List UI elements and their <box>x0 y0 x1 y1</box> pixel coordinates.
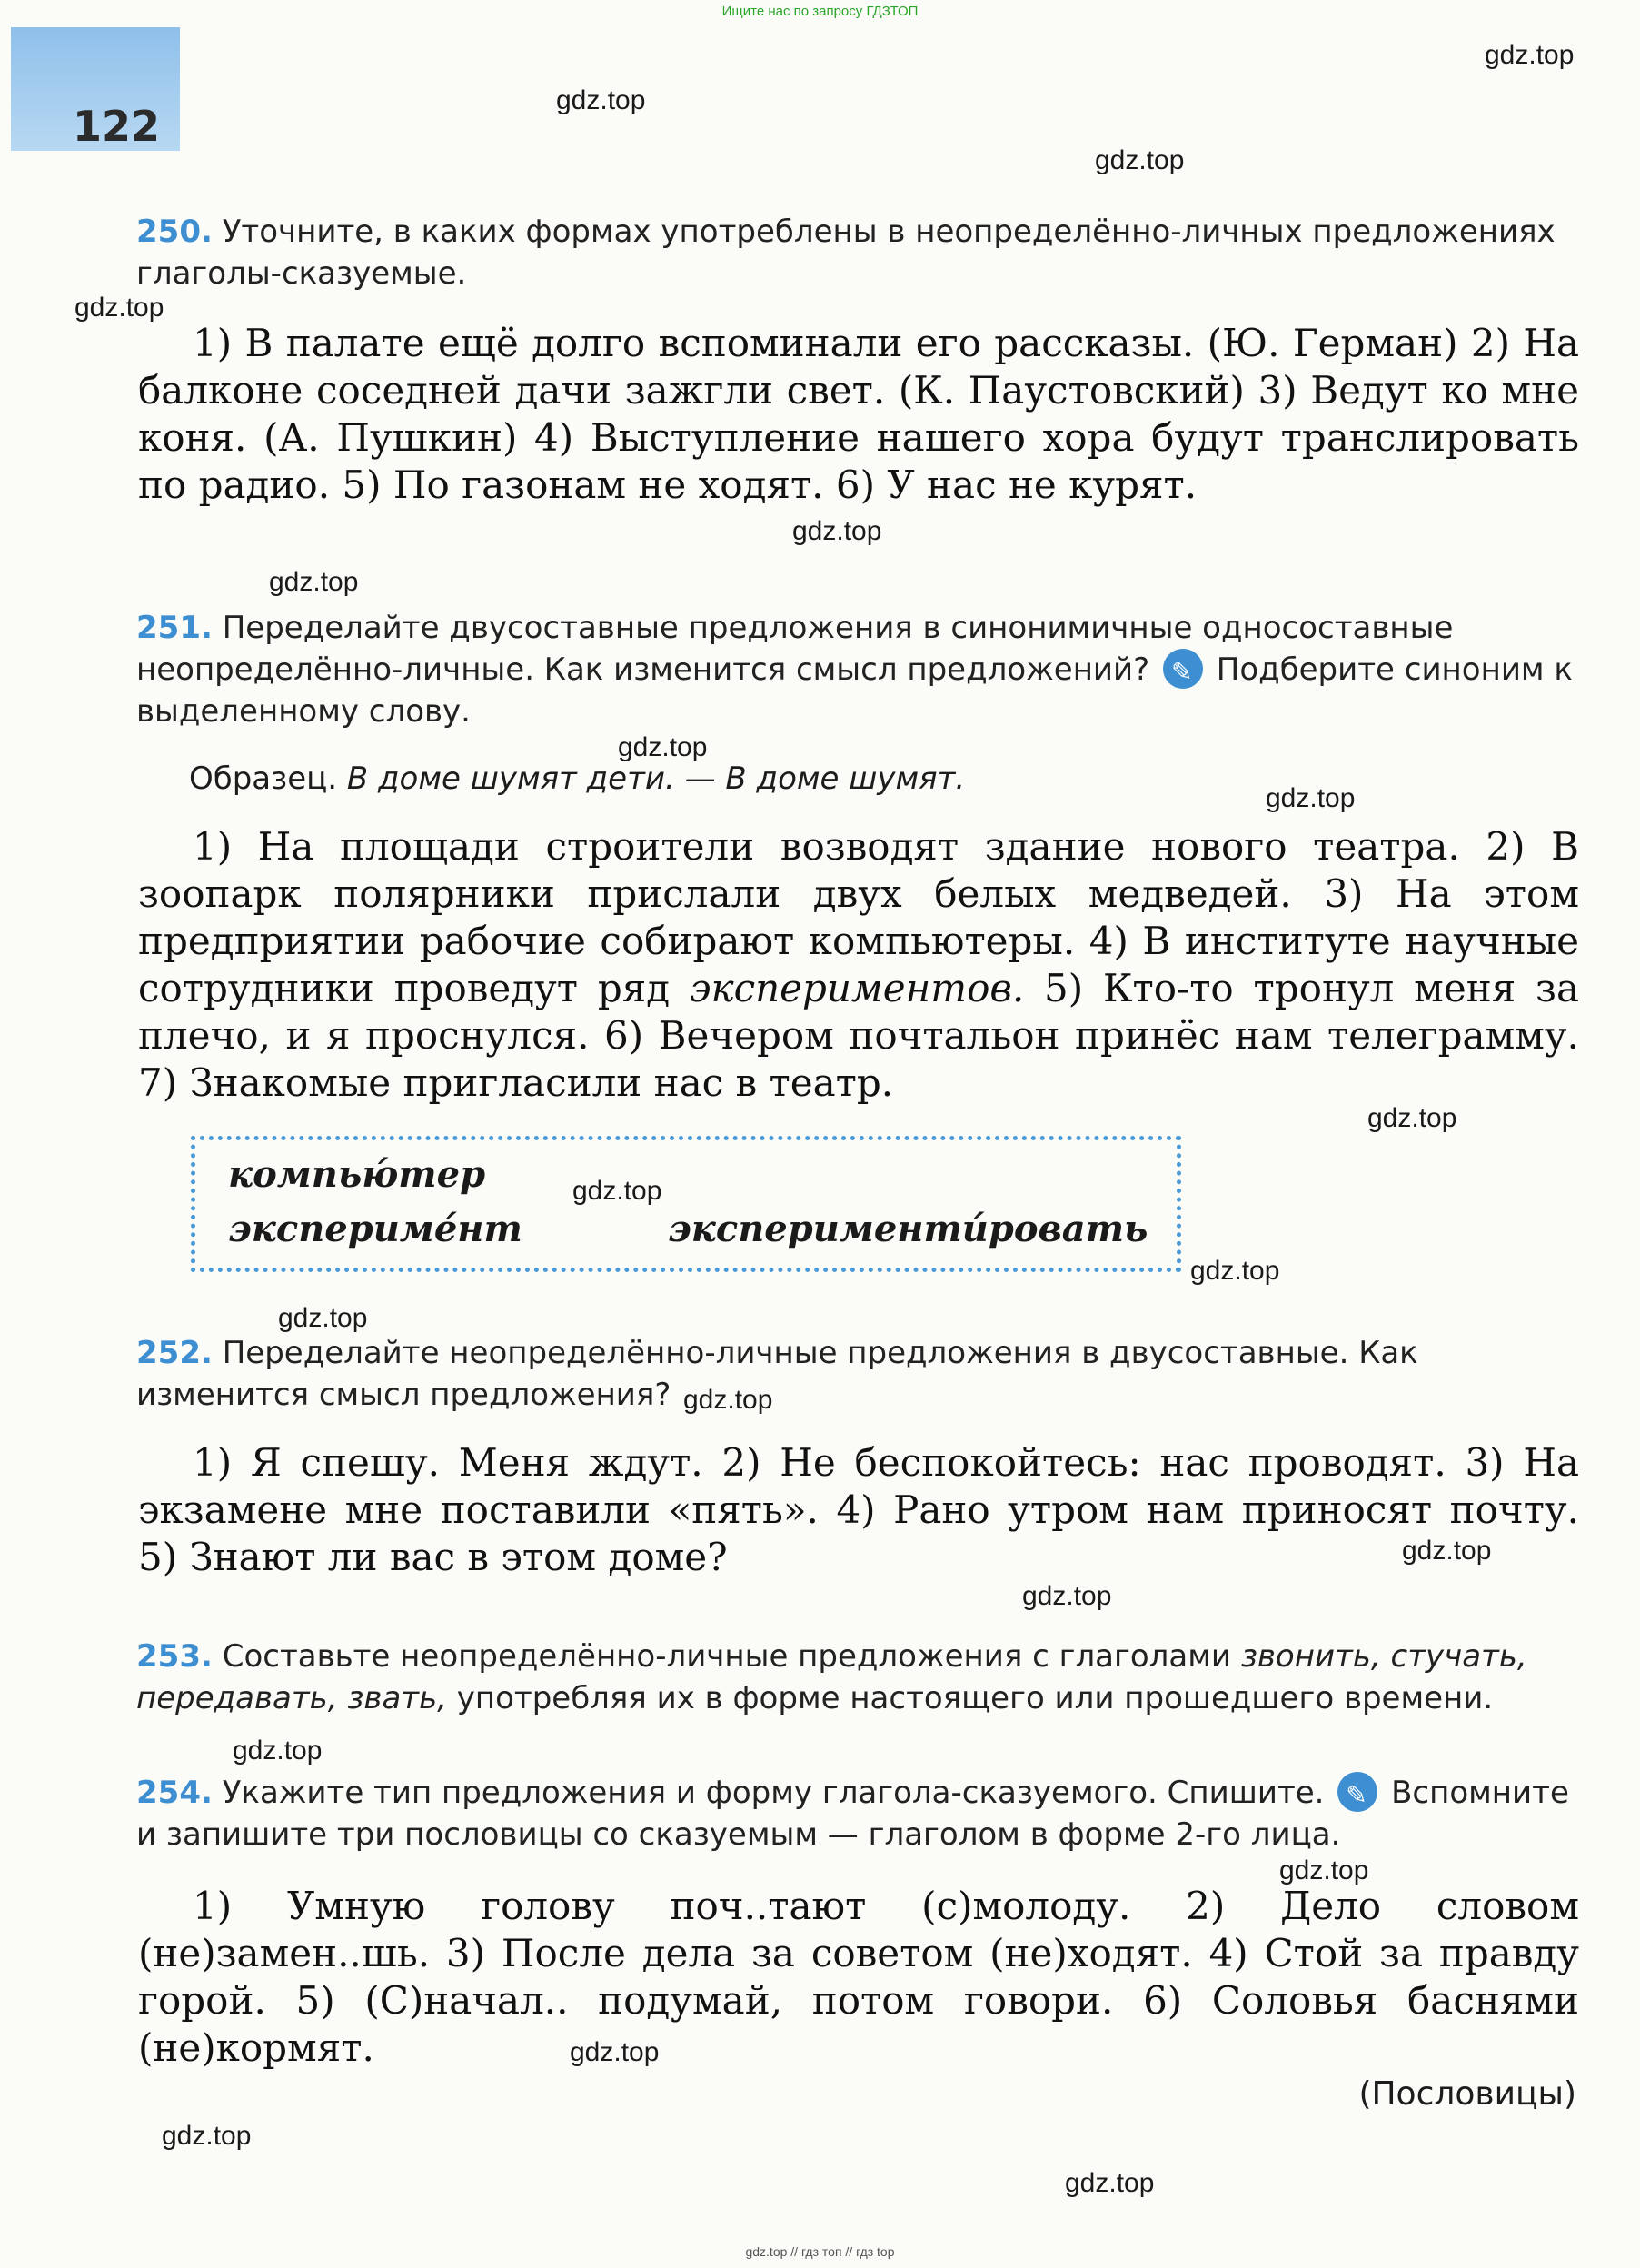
instruction-text: Подберите синоним к выделенному слову. <box>136 652 1573 730</box>
watermark: gdz.top <box>1190 1256 1280 1286</box>
vocab-word: экспериме́нт <box>228 1208 522 1250</box>
task-number: 253. <box>136 1638 213 1675</box>
task-254-body: 1) Умную голову поч..тают (с)молоду. 2) Дело словом (не)замен..шь. 3) После дела за советом (не)ходят. 4) Стой за правду горой. 5) (С)начал.. подумай, потом говори. 6) Соловья баснями (не)кормят. <box>138 1884 1579 2070</box>
task-252-body: 1) Я спешу. Меня ждут. 2) Не беспокойтесь: нас проводят. 3) На экзамене мне поставили «пять». 4) Рано утром нам приносят почту. 5) Знают ли вас в этом доме? <box>138 1440 1579 1579</box>
sample-text: В доме шумят дети. — В доме шумят. <box>346 761 966 797</box>
watermark: gdz.top <box>1266 783 1356 813</box>
vocabulary-box <box>191 1136 1181 1272</box>
highlighted-word: экспериментов. <box>689 966 1025 1010</box>
attribution: (Пословицы) <box>1358 2075 1576 2113</box>
top-banner: Ищите нас по запросу ГДЗТОП <box>721 4 919 19</box>
task-number: 254. <box>136 1775 213 1811</box>
body-part: 1) На площади строители возводят здание нового театра. 2) В зоопарк полярники прислали двух белых медведей. 3) На этом предприятии рабочие собирают компьютеры. 4) В институте научные сотрудники проведут ряд <box>138 824 1579 1010</box>
pencil-icon <box>1337 1772 1377 1812</box>
task-number: 250. <box>136 214 213 250</box>
sample-line <box>189 758 965 800</box>
task-250-instruction <box>136 211 1581 294</box>
instruction-text: Вспомните и запишите три пословицы со сказуемым — глаголом в форме 2-го лица. <box>136 1775 1569 1853</box>
task-251-instruction <box>136 607 1581 732</box>
watermark: gdz.top <box>1485 40 1575 70</box>
bottom-banner: gdz.top // гдз топ // гдз top <box>745 2244 895 2259</box>
sample-label: Образец. <box>189 761 338 797</box>
watermark: gdz.top <box>570 2037 660 2067</box>
task-250-body: 1) В палате ещё долго вспоминали его рассказы. (Ю. Герман) 2) На балконе соседней дачи зажгли свет. (К. Паустовский) 3) Ведут ко мне коня. (А. Пушкин) 4) Выступление нашего хора будут транслировать по радио. 5) По газонам не ходят. 6) У нас не курят. <box>138 321 1579 507</box>
instruction-text: Переделайте неопределённо-личные предложения в двусоставные. Как изменится смысл предложения? <box>136 1335 1418 1413</box>
vocab-word: компью́тер <box>228 1153 486 1196</box>
watermark: gdz.top <box>75 293 164 323</box>
vocab-word: эксперименти́ровать <box>668 1208 1148 1250</box>
pencil-icon <box>1163 649 1203 689</box>
watermark: gdz.top <box>683 1385 773 1415</box>
task-number: 251. <box>136 610 213 646</box>
instruction-text: употребляя их в форме настоящего или прошедшего времени. <box>456 1680 1494 1716</box>
task-252-instruction <box>136 1332 1581 1416</box>
task-number: 252. <box>136 1335 213 1371</box>
task-253-instruction <box>136 1636 1581 1719</box>
task-251-body <box>138 823 1579 1107</box>
watermark: gdz.top <box>269 567 359 597</box>
watermark: gdz.top <box>618 732 708 762</box>
instruction-text: Уточните, в каких формах употреблены в неопределённо-личных предложениях глаголы-сказуемые. <box>136 214 1556 292</box>
watermark: gdz.top <box>278 1303 368 1333</box>
instruction-text: Составьте неопределённо-личные предложения с глаголами <box>222 1638 1231 1675</box>
instruction-text: Переделайте двусоставные предложения в синонимичные односоставные неопределённо-личные. Как изменится смысл предложений? <box>136 610 1454 688</box>
watermark: gdz.top <box>792 516 882 546</box>
watermark: gdz.top <box>556 85 646 115</box>
watermark: gdz.top <box>1279 1855 1369 1885</box>
watermark: gdz.top <box>1022 1581 1112 1611</box>
watermark: gdz.top <box>233 1736 323 1766</box>
watermark: gdz.top <box>1367 1103 1457 1133</box>
page-number: 122 <box>73 102 161 151</box>
verb-list: звонить, стучать, передавать, звать, <box>136 1638 1527 1716</box>
watermark: gdz.top <box>1402 1536 1492 1566</box>
task-254-instruction <box>136 1772 1581 1855</box>
watermark: gdz.top <box>1095 145 1185 175</box>
body-part: 5) Кто-то тронул меня за плечо, и я проснулся. 6) Вечером почтальон принёс нам телеграмму. 7) Знакомые пригласили нас в театр. <box>138 966 1579 1105</box>
watermark: gdz.top <box>572 1176 662 1206</box>
watermark: gdz.top <box>162 2121 252 2151</box>
watermark: gdz.top <box>1065 2168 1155 2198</box>
instruction-text: Укажите тип предложения и форму глагола-сказуемого. Спишите. <box>222 1775 1325 1811</box>
